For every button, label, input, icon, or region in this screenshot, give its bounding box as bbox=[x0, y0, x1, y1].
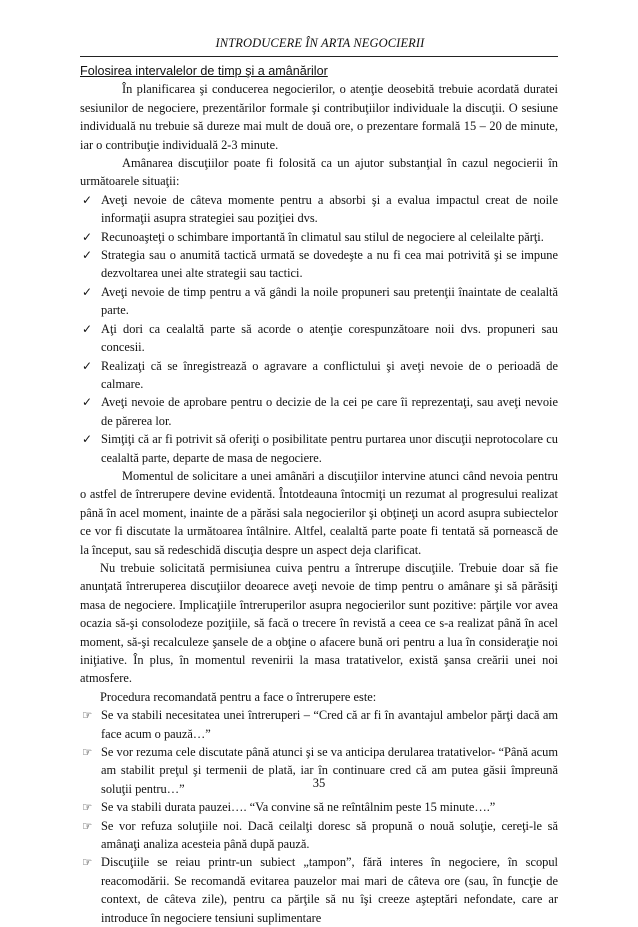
list-item-text: Recunoaşteţi o schimbare importantă în climatul sau stilul de negociere al celeilalte părţi. bbox=[101, 229, 544, 244]
list-item-text: Aţi dori ca cealaltă parte să acorde o atenţie corespunzătoare noii dvs. propuneri sau concesii. bbox=[101, 321, 558, 355]
page-number: 35 bbox=[312, 776, 326, 790]
paragraph-situations-lead: Amânarea discuţiilor poate fi folosită ca un ajutor substanţial în cazul negocierii în următoarele situaţii: bbox=[80, 156, 558, 189]
pointing-hand-icon: ☞ bbox=[82, 745, 93, 760]
list-item-text: Aveţi nevoie de aprobare pentru o decizie de la cei pe care îi reprezentaţi, sau aveţi nevoie de părerea lor. bbox=[101, 395, 558, 428]
list-item-text: Discuţiile se reiau printr-un subiect „tampon”, fără interes în negociere, în scopul reacomodării. Se recomandă evitarea pauzelor mai mari de câteva ore (sau, în funcţie de context, de câteva zile), pentru ca părţile să nu îşi creeze aşteptări nefondate, care ar introduce în negociere tensiuni suplimentare bbox=[101, 855, 558, 925]
section-title: Folosirea intervalelor de timp şi a amânărilor bbox=[80, 64, 328, 78]
list-item bbox=[80, 246, 558, 283]
list-item bbox=[80, 393, 558, 430]
list-item bbox=[80, 853, 558, 927]
list-item bbox=[80, 283, 558, 320]
list-item-text: Aveţi nevoie de timp pentru a vă gândi la noile propuneri sau pretenţii înaintate de cealaltă parte. bbox=[101, 284, 558, 318]
list-item bbox=[80, 798, 558, 816]
list-item bbox=[80, 228, 558, 246]
pointing-hand-icon: ☞ bbox=[82, 818, 93, 833]
checkmark-icon: ✓ bbox=[82, 229, 93, 244]
checkmark-icon: ✓ bbox=[82, 432, 93, 447]
checkmark-icon: ✓ bbox=[82, 192, 93, 207]
checkmark-icon: ✓ bbox=[82, 395, 93, 410]
procedure-list bbox=[80, 706, 558, 927]
checkmark-icon: ✓ bbox=[82, 358, 93, 373]
checkmark-icon: ✓ bbox=[82, 284, 93, 299]
paragraph-postponement-moment: Momentul de solicitare a unei amânări a discuţiilor intervine atunci când nevoia pentru o astfel de întrerupere devine evidentă. Întotdeauna întocmiţi un rezumat al progresului realizat până în acel moment, inainte de a părăsi sala negocierilor şi obţineţi un acord asupra subiectelor ce vor fi discutate la următoarea întâlnire. Altfel, cealaltă parte poate fi tentată să pornească de la început, sau să redeschidă discuţia despre un aspect deja clarificat. bbox=[80, 468, 558, 557]
list-item-text: Strategia sau o anumită tactică urmată se dovedeşte a nu fi cea mai potrivită şi se impune dezvoltarea unei alte strategii sau tactici. bbox=[101, 248, 558, 281]
checkmark-icon: ✓ bbox=[82, 321, 93, 336]
list-item-text: Se vor rezuma cele discutate până atunci şi se va anticipa derularea tratativelor- “Până acum am stabilit preţul şi termenii de plată, iar în continuare cred că am putea găsii împreună soluţii pentru…” bbox=[101, 745, 558, 796]
list-item bbox=[80, 706, 558, 743]
list-item-text: Realizaţi că se înregistrează o agravare a conflictului şi aveţi nevoie de o perioadă de calmare. bbox=[101, 358, 558, 391]
paragraph-implications: Nu trebuie solicitată permisiunea cuiva pentru a întrerupe discuţiile. Trebuie doar să fie anunţată întreruperea discuţiilor deoarece aveţi nevoie de timp pentru o amânare şi să părăsiţi masa de negociere. Implicaţiile întreruperilor asupra negocierilor sunt pozitive: părţile vor avea ocazia să-şi consolodeze poziţiile, să facă o trecere în revistă a ceea ce s-a realizat până în acel moment, să-şi recalculeze şansele de a obţine o afacere bună ori pentru a lua în consideraţie noi iniţiative. În plus, în momentul revenirii la masa tratativelor, există şansa creării unei noi atmosfere. bbox=[80, 560, 558, 686]
paragraph-procedure-lead: Procedura recomandată pentru a face o întrerupere este: bbox=[100, 689, 377, 704]
header-rule bbox=[80, 56, 558, 57]
situations-list bbox=[80, 191, 558, 467]
pointing-hand-icon: ☞ bbox=[82, 708, 93, 723]
list-item bbox=[80, 430, 558, 467]
paragraph-intro: În planificarea şi conducerea negocierilor, o atenţie deosebită trebuie acordată duratei sesiunilor de negociere, prezentărilor formale şi contribuţiilor individuale la discuţii. O sesiune individuală nu trebuie să dureze mai mult de două ore, o prezentare formală 15 – 20 de minute, iar o contribuţie individuală 2-3 minute. bbox=[80, 82, 558, 152]
list-item-text: Se va stabili necesitatea unei întreruperi – “Cred că ar fi în avantajul ambelor părţi dacă am face acum o pauză…” bbox=[101, 708, 558, 741]
list-item bbox=[80, 357, 558, 394]
list-item-text: Simţiţi că ar fi potrivit să oferiţi o posibilitate pentru purtarea unor discuţii neprotocolare cu cealaltă parte, departe de masa de negociere. bbox=[101, 432, 558, 465]
list-item-text: Se vor refuza soluţiile noi. Dacă ceilalţi doresc să propună o nouă soluţie, cereţi-le să amânaţi analiza acesteia până după pauză. bbox=[101, 818, 558, 852]
list-item-text: Se va stabili durata pauzei…. “Va convine să ne reîntâlnim peste 15 minute….” bbox=[101, 800, 496, 815]
pointing-hand-icon: ☞ bbox=[82, 800, 93, 815]
list-item-text: Aveţi nevoie de câteva momente pentru a absorbi şi a evalua impactul creat de noile informaţii asupra strategiei sau poziţiei dvs. bbox=[101, 192, 558, 226]
pointing-hand-icon: ☞ bbox=[82, 855, 93, 870]
checkmark-icon: ✓ bbox=[82, 248, 93, 263]
list-item bbox=[80, 191, 558, 228]
list-item bbox=[80, 320, 558, 357]
list-item bbox=[80, 817, 558, 854]
page-content bbox=[80, 62, 558, 927]
running-header: INTRODUCERE ÎN ARTA NEGOCIERII bbox=[215, 36, 425, 50]
